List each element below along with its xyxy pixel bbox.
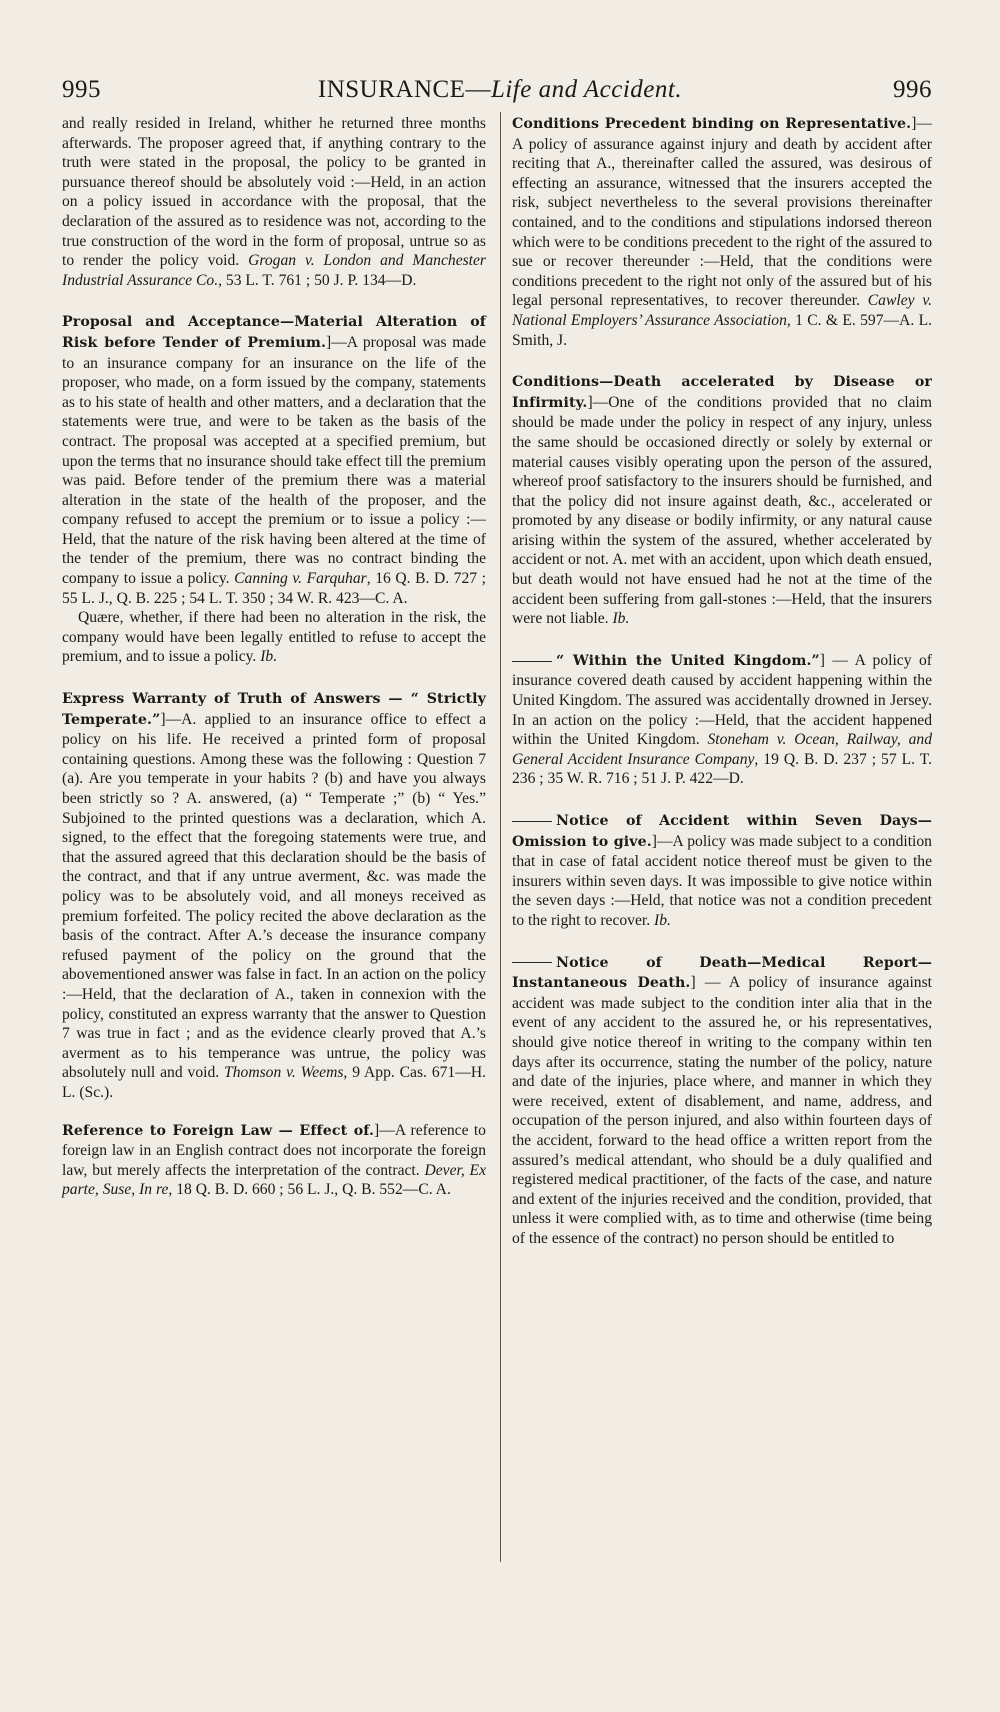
- page-number-right: 996: [893, 76, 932, 103]
- entry-heading: “ Within the United Kingdom.”: [556, 652, 820, 669]
- citation: , 1 C. & E. 597—A. L. Smith, J.: [512, 311, 932, 349]
- entry-paragraph: [512, 372, 932, 629]
- entry-paragraph: [62, 312, 486, 608]
- case-name: Grogan v. London and Manchester Industrial Assurance Co.: [62, 252, 487, 289]
- entry-text: ] — A policy of insurance covered death caused by accident happening within the United Kingdom. The assured was accidentally drowned in Jersey. In an action on the policy :—Held, that the accident happened within the United Kingdom.: [512, 651, 932, 749]
- entry-text: ]—A. applied to an insurance office to effect a policy on his life. He received a printed form of proposal containing questions. Among these was the following : Question 7 (a). Are you temperate in your habits ? (b) and have you always been strictly so ? A. answered, (a) “ Temperate ;” (b) “ Yes.” Subjoined to the printed questions was a declaration, which A. signed, to the effect that the foregoing statements were true, and that the assured agreed that this declaration should be the basis of the contract, and that if any untrue averment, &c. was made the policy was to be absolutely void, and all moneys received as premium forfeited. The policy recited the above declaration as the basis of the contract. After A.’s decease the insurance company refused payment of the policy on the ground that the abovementioned answer was false in fact. In an action on the policy :—Held, that the declaration of A., taken in connexion with the policy, constituted an express warranty that the answer to Question 7 was true in fact ; and as the evidence clearly proved that A.’s averment as to his temperance was untrue, the policy was absolutely null and void.: [62, 710, 486, 1082]
- entry-text: ]—A policy was made subject to a condition that in case of fatal accident notice thereof must be given to the insurers within seven days. It was impossible to give notice within the seven days :—Held, that notice was not a condition precedent to the right to recover.: [512, 832, 932, 929]
- citation: , 53 L. T. 761 ; 50 J. P. 134—D.: [218, 271, 417, 289]
- citation: , 18 Q. B. D. 660 ; 56 L. J., Q. B. 552—C. A.: [168, 1181, 451, 1199]
- case-name: Stoneham v. Ocean, Railway, and General Accident Insurance Company: [512, 731, 933, 768]
- case-name: Dever, Ex parte, Suse, In re: [62, 1161, 486, 1199]
- entry-paragraph: [62, 114, 486, 290]
- citation: , 9 App. Cas. 671—H. L. (Sc.).: [62, 1064, 486, 1101]
- left-column: [62, 114, 486, 1200]
- case-name: Cawley v. National Employers’ Assurance Association: [512, 292, 932, 329]
- repeat-heading-dash: [512, 962, 552, 963]
- column-divider: [500, 112, 501, 1562]
- case-name: Canning v. Farquhar: [234, 570, 367, 588]
- running-title-main: INSURANCE—: [317, 76, 491, 103]
- entry-text: ]—One of the conditions provided that no claim should be made under the policy in respect of any injury, unless the same should be occasioned directly or solely by external or material causes visibly operating upon the person of the assured, whereof proof satisfactory to the insurers should be furnished, and that the policy did not insure against death, &c., accelerated or promoted by any disease or bodily infirmity, or any natural cause arising within the system of the assured, whether accelerated by accident or not. A. met with an accident, upon which death ensued, but death would not have ensued had he not at the time of the accident been suffering from gall-stones :—Held, that the insurers were not liable.: [512, 393, 932, 628]
- entry-paragraph: [512, 953, 932, 1249]
- right-column: [512, 114, 932, 1248]
- citation: , 19 Q. B. D. 237 ; 57 L. T. 236 ; 35 W. R. 716 ; 51 J. P. 422—D.: [512, 750, 932, 788]
- entry-paragraph: [62, 689, 486, 1102]
- repeat-heading-dash: [512, 821, 552, 822]
- entry-heading: Reference to Foreign Law — Effect of.: [62, 1122, 375, 1139]
- running-title-italic: Life and Accident.: [490, 76, 683, 103]
- entry-paragraph: [512, 114, 932, 350]
- citation: , 16 Q. B. D. 727 ; 55 L. J., Q. B. 225 ; 54 L. T. 350 ; 34 W. R. 423—C. A.: [62, 570, 486, 607]
- entry-paragraph: [512, 811, 932, 931]
- entry-heading: Notice of Accident within Seven Days—Omission to give.: [512, 813, 932, 850]
- entry-paragraph: [62, 1121, 486, 1200]
- entry-heading: Notice of Death—Medical Report—Instantaneous Death.: [512, 954, 932, 992]
- case-name: Ib.: [654, 911, 671, 929]
- entry-heading: Conditions—Death accelerated by Disease or Infirmity.: [512, 374, 932, 411]
- entry-heading: Express Warranty of Truth of Answers — “ Strictly Temperate.”: [62, 691, 486, 728]
- entry-text: ]—A reference to foreign law in an English contract does not incorporate the foreign law, but merely affects the interpretation of the contract.: [62, 1121, 486, 1179]
- entry-text: ] — A policy of insurance against accident was made subject to the condition inter alia that in the event of any accident to the assured he, or his representatives, should give notice thereof in writing to the company within ten days after its occurrence, stating the number of the policy, nature and date of the injuries, place where, and manner in which they were received, extent of disablement, and name, address, and occupation of the person injured, and also within fourteen days of the accident, forward to the head office a written report from the assured’s medical attendant, who should be a duly qualified and registered medical practitioner, of the facts of the case, and nature and extent of the injuries received and the condition, provided, that unless it were complied with, as to time and otherwise (time being of the essence of the contract) no person should be entitled to: [512, 974, 932, 1247]
- case-name: Thomson v. Weems: [224, 1064, 344, 1082]
- case-name: Ib.: [260, 648, 278, 666]
- entry-text: ]—A proposal was made to an insurance company for an insurance on the life of the proposer, who made, on a form issued by the company, statements as to his state of health and other matters, and a declaration that the statements were true, and were to be taken as the basis of the contract. The proposal was accepted at a specified premium, but upon the terms that no insurance should take effect till the premium was paid. Before tender of the premium there was a material alteration in the state of the health of the proposer, and the company refused to accept the premium or to issue a policy :—Held, that the nature of the risk having been altered at the time of the tender of the premium, there was no contract binding the company to issue a policy.: [62, 333, 486, 588]
- page-header: [0, 72, 1000, 112]
- repeat-heading-dash: [512, 661, 552, 662]
- case-name: Ib.: [612, 610, 630, 628]
- entry-text: and really resided in Ireland, whither he returned three months afterwards. The proposer agreed that, if anything contrary to the truth were stated in the proposal, the policy to be granted in pursuance thereof should be absolutely void :—Held, in an action on a policy issued in accordance with the proposal, that the declaration of the assured as to residence was not, according to the true construction of the word in the form of proposal, untrue so as to render the policy void.: [62, 115, 486, 270]
- entry-paragraph: [62, 608, 486, 667]
- entry-heading: Conditions Precedent binding on Representative.: [512, 116, 912, 132]
- entry-heading: Proposal and Acceptance—Material Alteration of Risk before Tender of Premium.: [62, 314, 486, 351]
- entry-text: Quære, whether, if there had been no alteration in the risk, the company would have been legally entitled to refuse to accept the premium, and to issue a policy.: [62, 609, 486, 666]
- entry-paragraph: [512, 651, 932, 789]
- entry-text: ]—A policy of assurance against injury and death by accident after reciting that A., thereinafter called the assured, was desirous of effecting an assurance, witnessed that the insurers accepted the risk, subject nevertheless to the several provisions thereinafter contained, and to the conditions and stipulations indorsed thereon which were to be conditions precedent to the right of the assured to sue or recover thereunder :—Held, that the conditions were conditions precedent to the right not only of the assured but of his legal personal representatives, to recover thereunder.: [512, 115, 932, 310]
- page-number-left: 995: [62, 76, 101, 103]
- running-title: [0, 76, 1000, 104]
